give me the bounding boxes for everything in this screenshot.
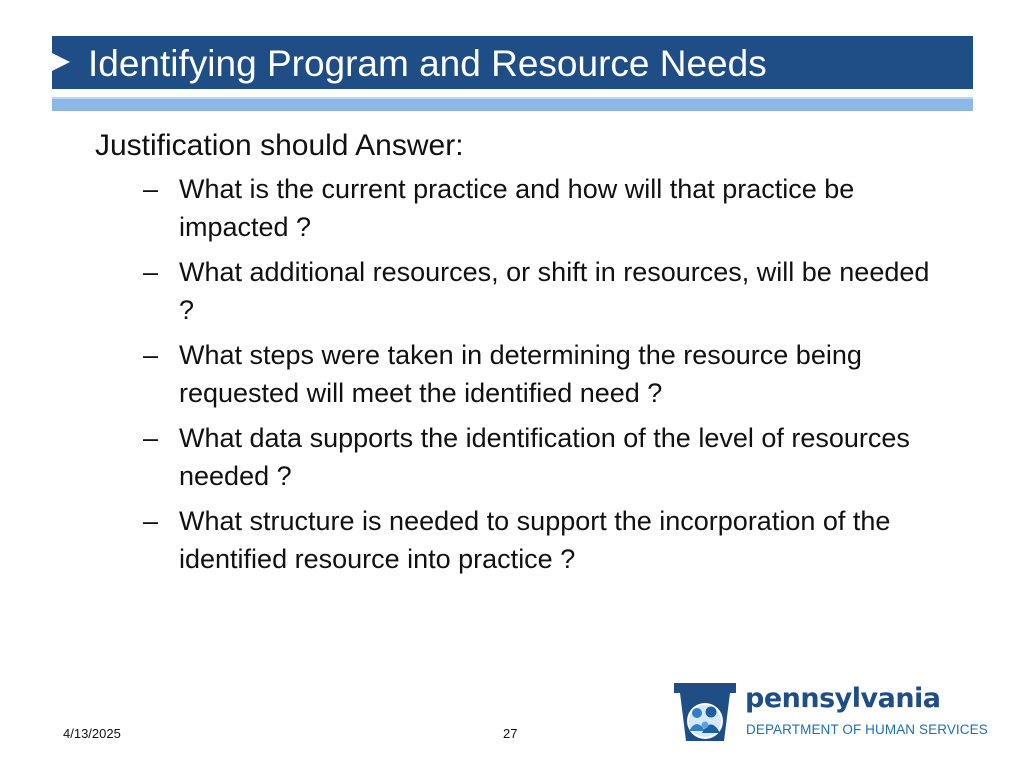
bullet-item — [95, 170, 935, 246]
bullet-dash: – — [143, 340, 159, 370]
bullet-dash: – — [143, 506, 159, 536]
title-bar — [52, 36, 973, 89]
bullet-item — [95, 502, 935, 578]
bullet-item — [95, 253, 935, 329]
body-heading: Justification should Answer: — [95, 129, 464, 162]
bullet-text: What is the current practice and how will that practice be impacted ? — [179, 174, 855, 242]
title-accent-bar — [52, 97, 973, 111]
slide-body — [95, 128, 935, 585]
bullet-text: What data supports the identification of the level of resources needed ? — [179, 423, 910, 491]
bullet-item — [95, 336, 935, 412]
footer-date: 4/13/2025 — [63, 726, 121, 741]
bullet-text: What steps were taken in determining the resource being requested will meet the identified need ? — [179, 340, 862, 408]
pennsylvania-dhs-logo — [672, 681, 988, 745]
bullet-item — [95, 419, 935, 495]
slide-title: Identifying Program and Resource Needs — [88, 43, 767, 84]
bullet-text: What additional resources, or shift in resources, will be needed ? — [179, 257, 930, 325]
bullet-dash: – — [143, 257, 159, 287]
page-number: 27 — [503, 726, 518, 741]
bullet-dash: – — [143, 423, 159, 453]
logo-department: DEPARTMENT OF HUMAN SERVICES — [746, 722, 988, 737]
title-arrow-icon — [52, 53, 70, 71]
bullet-text: What structure is needed to support the incorporation of the identified resource into practice ? — [179, 506, 891, 574]
bullet-list — [95, 170, 935, 578]
keystone-family-icon — [672, 681, 738, 745]
bullet-dash: – — [143, 174, 159, 204]
logo-name: pennsylvania — [745, 683, 941, 714]
